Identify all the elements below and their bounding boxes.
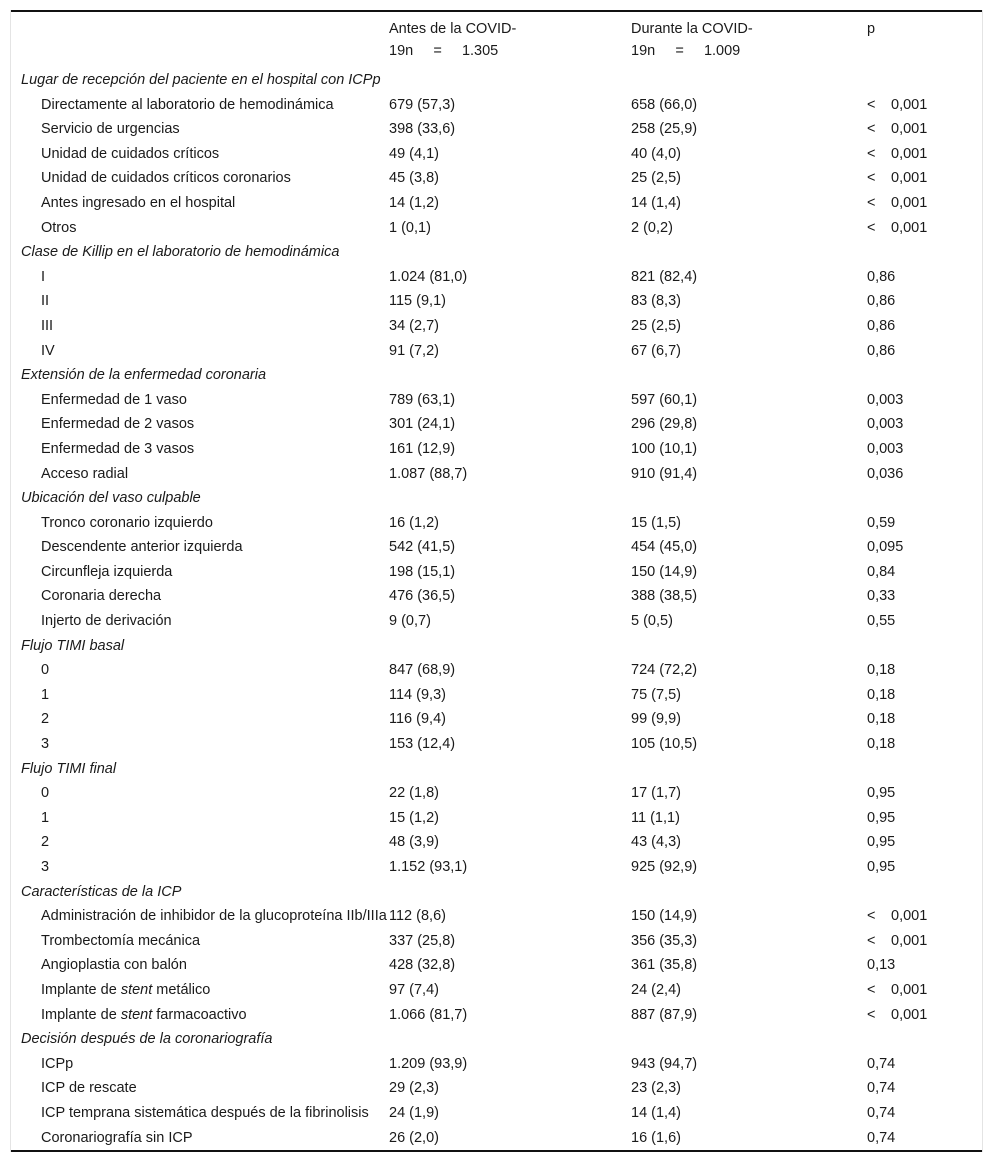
value-during: 2 (0,2) [631,219,673,236]
less-than-sign: < [867,194,876,211]
table-row [11,1101,982,1126]
p-value: 0,001 [891,121,928,138]
p-value-cell [867,609,982,634]
value-during: 100 (10,1) [631,440,698,457]
p-value: 0,95 [867,834,896,851]
p-value-cell [867,1126,982,1152]
value-during: 40 (4,0) [631,145,681,162]
p-value: 0,95 [867,785,896,802]
p-value: 0,74 [867,1129,896,1146]
value-during: 24 (2,4) [631,981,681,998]
value-during: 910 (91,4) [631,465,698,482]
less-than-sign: < [867,219,876,236]
data-table [11,10,982,1152]
row-label: III [41,317,54,334]
value-before: 337 (25,8) [389,932,456,949]
row-label-emphasis: stent [120,981,153,998]
header-during-line2: 19n = 1.009 [631,43,741,59]
table-row [11,191,982,216]
p-value-cell [867,978,982,1003]
row-label: Enfermedad de 3 vasos [41,440,195,457]
p-value-cell [867,953,982,978]
value-during: 258 (25,9) [631,121,698,138]
table-header [11,11,982,68]
row-label: 1 [41,686,50,703]
table-row [11,216,982,241]
p-value-cell [867,142,982,167]
p-value: 0,001 [891,932,928,949]
value-during: 23 (2,3) [631,1080,681,1097]
value-before: 16 (1,2) [389,514,439,531]
p-value-cell [867,929,982,954]
p-value-cell [867,412,982,437]
table-row [11,978,982,1003]
p-value-cell [867,584,982,609]
p-value: 0,55 [867,613,896,630]
p-value: 0,74 [867,1080,896,1097]
row-label: Injerto de derivación [41,613,172,630]
section-title: Flujo TIMI basal [21,637,125,654]
p-value-cell [867,511,982,536]
table-row [11,289,982,314]
value-before: 9 (0,7) [389,613,431,630]
value-during: 25 (2,5) [631,317,681,334]
row-label: ICPp [41,1055,74,1072]
table-row [11,265,982,290]
table-row [11,511,982,536]
table-row [11,658,982,683]
section-title: Extensión de la enfermedad coronaria [21,367,267,384]
value-before: 542 (41,5) [389,539,456,556]
section-row [11,486,982,511]
p-value: 0,74 [867,1104,896,1121]
p-value-cell [867,191,982,216]
row-label [11,1003,389,1028]
p-value: 0,86 [867,342,896,359]
row-label: Tronco coronario izquierdo [41,514,213,531]
less-than-sign: < [867,932,876,949]
p-value-cell [867,1101,982,1126]
p-value: 0,18 [867,736,896,753]
value-during: 25 (2,5) [631,170,681,187]
row-label-emphasis: stent [120,1006,153,1023]
p-value-cell [867,781,982,806]
value-during: 296 (29,8) [631,416,698,433]
p-value-cell [867,1076,982,1101]
section-title: Decisión después de la coronariografía [21,1031,273,1048]
value-before: 116 (9,4) [389,711,446,728]
table-row [11,732,982,757]
header-before-line1: Antes de la COVID- [389,21,517,37]
p-value: 0,86 [867,293,896,310]
p-value-cell [867,216,982,241]
value-before: 15 (1,2) [389,809,439,826]
value-during: 16 (1,6) [631,1129,681,1146]
value-before: 1 (0,1) [389,219,431,236]
p-value-cell [867,830,982,855]
value-before: 91 (7,2) [389,342,439,359]
table-row [11,93,982,118]
value-during: 17 (1,7) [631,785,681,802]
p-value: 0,18 [867,711,896,728]
row-label: Otros [41,219,77,236]
p-value-cell [867,707,982,732]
value-before: 114 (9,3) [389,686,446,703]
section-row [11,363,982,388]
less-than-sign: < [867,121,876,138]
p-value: 0,095 [867,539,904,556]
header-row [11,11,982,68]
p-value-cell [867,683,982,708]
value-during: 67 (6,7) [631,342,681,359]
table-row [11,166,982,191]
value-during: 361 (35,8) [631,957,698,974]
row-label: Circunfleja izquierda [41,563,173,580]
row-label: 2 [41,711,50,728]
row-label-pre: Implante de [41,981,121,998]
p-value: 0,001 [891,170,928,187]
value-before: 1.152 (93,1) [389,859,468,875]
table-row [11,707,982,732]
row-label: 3 [41,859,50,875]
value-during: 14 (1,4) [631,1104,681,1121]
row-label-post: farmacoactivo [152,1006,247,1023]
p-value-cell [867,339,982,364]
table-row [11,904,982,929]
p-value: 0,036 [867,465,904,482]
table-row [11,1126,982,1152]
value-before: 29 (2,3) [389,1080,439,1097]
p-value: 0,33 [867,588,896,605]
value-before: 198 (15,1) [389,563,456,580]
section-title: Flujo TIMI final [21,760,117,777]
p-value-cell [867,904,982,929]
row-label: Acceso radial [41,465,129,482]
value-during: 150 (14,9) [631,908,698,925]
row-label: Coronariografía sin ICP [41,1129,193,1146]
p-value: 0,13 [867,957,896,974]
section-row [11,757,982,782]
section-row [11,634,982,659]
row-label: Directamente al laboratorio de hemodinámica [41,96,334,113]
row-label: Unidad de cuidados críticos [41,145,220,162]
less-than-sign: < [867,170,876,187]
value-before: 115 (9,1) [389,293,446,310]
p-value: 0,18 [867,662,896,679]
table-row [11,142,982,167]
value-during: 14 (1,4) [631,194,681,211]
section-row [11,880,982,905]
table-row [11,339,982,364]
table-row [11,412,982,437]
value-before: 24 (1,9) [389,1104,439,1121]
p-value: 0,86 [867,317,896,334]
p-value: 0,001 [891,219,928,236]
p-value-cell [867,437,982,462]
row-label: Servicio de urgencias [41,121,180,138]
value-during: 75 (7,5) [631,686,681,703]
row-label: ICP temprana sistemática después de la fibrinolisis [41,1104,369,1121]
value-during: 105 (10,5) [631,736,698,753]
p-value-cell [867,732,982,757]
value-during: 83 (8,3) [631,293,681,310]
section-row [11,1027,982,1052]
header-p: p [867,21,876,37]
value-before: 301 (24,1) [389,416,456,433]
header-before [389,11,631,68]
value-during: 943 (94,7) [631,1055,698,1072]
row-label: Unidad de cuidados críticos coronarios [41,170,291,187]
table-row [11,1052,982,1077]
p-value: 0,001 [891,1006,928,1023]
row-label: ICP de rescate [41,1080,137,1097]
row-label: II [41,293,50,310]
header-during [631,11,867,68]
value-before: 112 (8,6) [389,908,446,925]
header-before-line2: 19n = 1.305 [389,43,499,59]
table-row [11,683,982,708]
p-value-cell [867,462,982,487]
table-row [11,1076,982,1101]
value-during: 887 (87,9) [631,1006,698,1023]
value-before: 26 (2,0) [389,1129,439,1146]
row-label: 0 [41,785,50,802]
row-label: Enfermedad de 2 vasos [41,416,195,433]
value-before: 22 (1,8) [389,785,439,802]
p-value-cell [867,93,982,118]
value-before: 14 (1,2) [389,194,439,211]
p-value: 0,003 [867,416,904,433]
p-value-cell [867,806,982,831]
less-than-sign: < [867,145,876,162]
value-before: 476 (36,5) [389,588,456,605]
value-before: 97 (7,4) [389,981,439,998]
value-before: 679 (57,3) [389,96,456,113]
table-row [11,437,982,462]
p-value: 0,95 [867,809,896,826]
less-than-sign: < [867,96,876,113]
p-value-cell [867,1003,982,1028]
row-label: Antes ingresado en el hospital [41,194,236,211]
p-value-cell [867,314,982,339]
section-row [11,240,982,265]
p-value: 0,84 [867,563,896,580]
less-than-sign: < [867,908,876,925]
less-than-sign: < [867,1006,876,1023]
table-row [11,117,982,142]
row-label-pre: Implante de [41,1006,121,1023]
table-row [11,953,982,978]
p-value-cell [867,1052,982,1077]
value-during: 150 (14,9) [631,563,698,580]
value-before: 1.087 (88,7) [389,465,468,482]
p-value: 0,001 [891,194,928,211]
row-label: Administración de inhibidor de la glucoproteína IIb/IIIa [41,908,387,925]
value-during: 15 (1,5) [631,514,681,531]
value-before: 48 (3,9) [389,834,439,851]
value-during: 11 (1,1) [631,809,680,826]
value-during: 388 (38,5) [631,588,698,605]
table-row [11,806,982,831]
row-label: Trombectomía mecánica [41,932,201,949]
value-before: 428 (32,8) [389,957,456,974]
row-label: Coronaria derecha [41,588,162,605]
table-row [11,609,982,634]
table-container [10,10,983,1152]
p-value: 0,86 [867,268,896,285]
table-row [11,584,982,609]
p-value: 0,001 [891,908,928,925]
table-row [11,462,982,487]
p-value-cell [867,289,982,314]
table-row [11,1003,982,1028]
section-row [11,68,982,93]
p-value-cell [867,166,982,191]
value-during: 821 (82,4) [631,268,698,285]
row-label: 1 [41,809,50,826]
header-during-line1: Durante la COVID- [631,21,753,37]
row-label: IV [41,342,55,359]
table-row [11,830,982,855]
value-before: 1.024 (81,0) [389,268,468,285]
value-before: 1.066 (81,7) [389,1006,468,1023]
value-before: 49 (4,1) [389,145,439,162]
p-value: 0,001 [891,145,928,162]
value-before: 153 (12,4) [389,736,456,753]
p-value-cell [867,117,982,142]
value-before: 45 (3,8) [389,170,439,187]
value-during: 925 (92,9) [631,859,698,875]
row-label: 0 [41,662,50,679]
p-value-cell [867,658,982,683]
value-during: 454 (45,0) [631,539,698,556]
value-before: 1.209 (93,9) [389,1055,468,1072]
table-row [11,388,982,413]
row-label: I [41,268,46,285]
less-than-sign: < [867,981,876,998]
p-value: 0,18 [867,686,896,703]
value-during: 356 (35,3) [631,932,698,949]
value-before: 34 (2,7) [389,317,439,334]
row-label: Enfermedad de 1 vaso [41,391,187,408]
p-value-cell [867,535,982,560]
p-value: 0,95 [867,859,896,875]
table-row [11,781,982,806]
section-title: Características de la ICP [21,883,182,900]
value-during: 5 (0,5) [631,613,673,630]
value-before: 398 (33,6) [389,121,456,138]
value-during: 99 (9,9) [631,711,681,728]
value-during: 43 (4,3) [631,834,681,851]
value-before: 161 (12,9) [389,440,456,457]
p-value: 0,001 [891,981,928,998]
p-value-cell [867,265,982,290]
row-label: Descendente anterior izquierda [41,539,243,556]
table-row [11,535,982,560]
p-value-cell [867,388,982,413]
section-title: Lugar de recepción del paciente en el hospital con ICPp [21,72,381,88]
section-title: Clase de Killip en el laboratorio de hemodinámica [21,244,340,261]
p-value: 0,003 [867,391,904,408]
section-title: Ubicación del vaso culpable [21,490,201,507]
table-body [11,68,982,1151]
p-value: 0,001 [891,96,928,113]
row-label: Angioplastia con balón [41,957,187,974]
header-label [11,11,389,68]
row-label-post: metálico [152,981,211,998]
p-value-cell [867,560,982,585]
value-during: 658 (66,0) [631,96,698,113]
value-during: 597 (60,1) [631,391,698,408]
row-label: 3 [41,736,50,753]
value-during: 724 (72,2) [631,662,698,679]
row-label: 2 [41,834,50,851]
table-row [11,855,982,880]
value-before: 847 (68,9) [389,662,456,679]
p-value-cell [867,855,982,880]
value-before: 789 (63,1) [389,391,456,408]
p-value: 0,74 [867,1055,896,1072]
table-row [11,929,982,954]
p-value: 0,59 [867,514,896,531]
table-row [11,560,982,585]
row-label [11,978,389,1003]
table-row [11,314,982,339]
p-value: 0,003 [867,440,904,457]
